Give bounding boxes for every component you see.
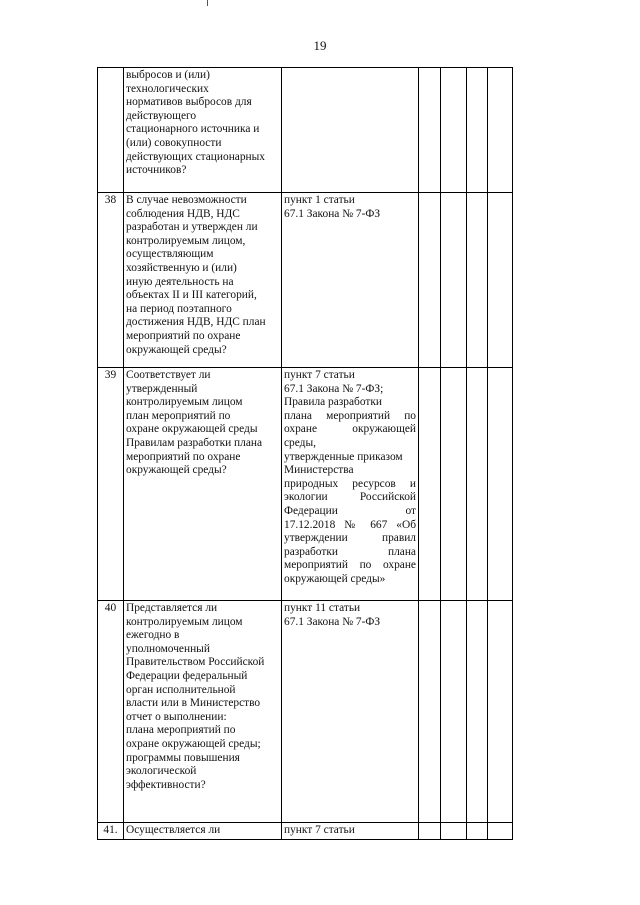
question-line: стационарного источника и	[126, 123, 260, 136]
question-line: утвержденный	[126, 382, 198, 395]
answer-cell	[441, 68, 467, 193]
question-line: мероприятий по охране	[126, 450, 241, 463]
reference-line: утвержденные приказом	[284, 450, 403, 463]
question-line: орган исполнительной	[126, 683, 236, 696]
reference-line: разработки плана	[284, 545, 416, 558]
reference-cell	[282, 68, 419, 193]
reference-cell	[282, 823, 419, 840]
reference-line: 17.12.2018 № 667 «Об	[284, 518, 416, 531]
reference-line: пункт 7 статьи	[284, 824, 355, 836]
reference-line: окружающей среды»	[284, 572, 386, 585]
question-line: осуществляющим	[126, 248, 214, 261]
table-row	[98, 601, 513, 823]
question-line: охране окружающей среды	[126, 423, 258, 436]
answer-cell	[419, 823, 441, 840]
question-line: действующих стационарных	[126, 150, 265, 163]
question-cell	[124, 68, 282, 193]
reference-line: природных ресурсов и	[284, 477, 416, 490]
answer-cell	[419, 193, 441, 368]
answer-cell	[488, 368, 513, 601]
reference-cell	[282, 193, 419, 368]
row-number: 39	[98, 368, 124, 601]
answer-cell	[467, 193, 488, 368]
question-line: власти или в Министерство	[126, 697, 261, 710]
question-cell	[124, 193, 282, 368]
answer-cell	[488, 68, 513, 193]
question-line: на период поэтапного	[126, 302, 232, 315]
reference-line: пункт 1 статьи	[284, 194, 355, 206]
table-row	[98, 823, 513, 840]
reference-line: пункт 7 статьи	[284, 369, 355, 381]
reference-cell	[282, 601, 419, 823]
answer-cell	[467, 68, 488, 193]
answer-cell	[467, 823, 488, 840]
row-number: 41.	[98, 823, 124, 840]
scan-mark	[207, 0, 208, 6]
answer-cell	[488, 193, 513, 368]
answer-cell	[419, 601, 441, 823]
answer-cell	[419, 68, 441, 193]
reference-line: охране окружающей	[284, 423, 416, 436]
question-cell	[124, 823, 282, 840]
question-line: Соответствует ли	[126, 369, 211, 381]
question-line: действующего	[126, 109, 197, 122]
question-line: источников?	[126, 164, 187, 177]
reference-line: Федерации от	[284, 504, 416, 517]
question-line: контролируемым лицом,	[126, 234, 246, 247]
question-line: (или) совокупности	[126, 136, 222, 149]
question-line: плана мероприятий по	[126, 724, 236, 737]
question-line: Представляется ли	[126, 602, 218, 614]
row-number	[98, 68, 124, 193]
question-line: нормативов выбросов для	[126, 96, 252, 109]
row-number: 38	[98, 193, 124, 368]
answer-cell	[441, 193, 467, 368]
reference-line: мероприятий по охране	[284, 559, 416, 572]
reference-line: среды,	[284, 436, 316, 449]
reference-line: Правила разработки	[284, 396, 382, 409]
reference-line: 67.1 Закона № 7-ФЗ	[284, 615, 381, 628]
question-line: В случае невозможности	[126, 194, 247, 206]
question-cell	[124, 601, 282, 823]
reference-line: плана мероприятий по	[284, 409, 416, 422]
question-line: охране окружающей среды;	[126, 737, 261, 750]
question-line: Осуществляется ли	[126, 824, 221, 836]
question-line: отчет о выполнении:	[126, 710, 227, 723]
reference-line: экологии Российской	[284, 491, 416, 504]
question-line: иную деятельность на	[126, 275, 234, 288]
page-number: 19	[313, 38, 327, 53]
question-line: уполномоченный	[126, 642, 210, 655]
reference-line: утверждении правил	[284, 532, 416, 545]
question-line: экологической	[126, 765, 197, 778]
question-line: достижения НДВ, НДС план	[126, 316, 266, 329]
answer-cell	[467, 368, 488, 601]
question-line: программы повышения	[126, 751, 240, 764]
reference-line: Министерства	[284, 464, 354, 477]
question-line: план мероприятий по	[126, 409, 231, 422]
question-line: хозяйственную и (или)	[126, 261, 237, 274]
answer-cell	[467, 601, 488, 823]
answer-cell	[419, 368, 441, 601]
question-line: контролируемым лицом	[126, 396, 243, 409]
question-line: мероприятий по охране	[126, 329, 241, 342]
question-line: выбросов и (или)	[126, 69, 210, 81]
question-line: окружающей среды?	[126, 343, 227, 356]
question-line: контролируемым лицом	[126, 615, 243, 628]
question-cell	[124, 368, 282, 601]
reference-line: 67.1 Закона № 7-ФЗ;	[284, 382, 384, 395]
reference-line: пункт 11 статьи	[284, 602, 361, 614]
answer-cell	[441, 368, 467, 601]
question-line: объектах II и III категорий,	[126, 289, 257, 302]
question-line: Правилам разработки плана	[126, 436, 263, 449]
question-line: технологических	[126, 82, 209, 95]
answer-cell	[441, 823, 467, 840]
row-number: 40	[98, 601, 124, 823]
question-line: окружающей среды?	[126, 464, 227, 477]
reference-line: 67.1 Закона № 7-ФЗ	[284, 207, 381, 220]
table-row	[98, 68, 513, 193]
question-line: ежегодно в	[126, 629, 180, 642]
question-line: эффективности?	[126, 778, 206, 791]
reference-cell	[282, 368, 419, 601]
table-row	[98, 368, 513, 601]
answer-cell	[488, 823, 513, 840]
checklist-table	[97, 67, 513, 840]
question-line: Федерации федеральный	[126, 669, 248, 682]
question-line: Правительством Российской	[126, 656, 265, 669]
answer-cell	[441, 601, 467, 823]
table-row	[98, 193, 513, 368]
question-line: разработан и утвержден ли	[126, 221, 258, 234]
answer-cell	[488, 601, 513, 823]
question-line: соблюдения НДВ, НДС	[126, 207, 240, 220]
